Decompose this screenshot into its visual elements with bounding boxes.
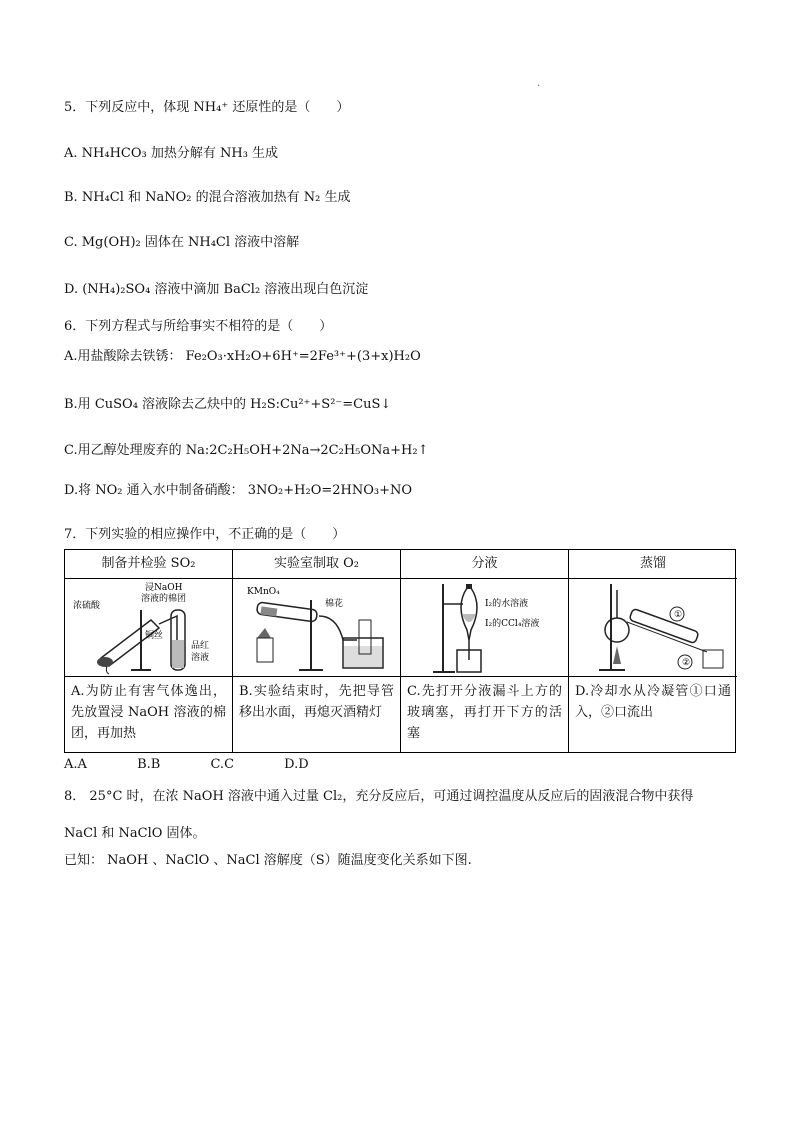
q7-option-a: A.A	[64, 757, 87, 772]
q7-options	[64, 757, 355, 772]
separatory-funnel-figure	[407, 580, 562, 676]
q7-option-b: B.B	[137, 757, 161, 772]
fig-label-cotton: 棉花	[325, 599, 344, 609]
q7-header-b: 实验室制取 O₂	[233, 550, 400, 579]
corner-mark: .	[537, 78, 541, 89]
q6-stem: 6．下列方程式与所给事实不相符的是（ ）	[64, 319, 333, 334]
q7-option-d: D.D	[284, 757, 309, 772]
q7-caption-b: B.实验结束时，先把导管移出水面，再熄灭酒精灯	[233, 676, 400, 754]
q7-header-c: 分液	[401, 550, 568, 579]
q8-stem: 8． 25°C 时，在浓 NaOH 溶液中通入过量 Cl₂，充分反应后，可通过调控温度从反应后的固液混合物中获得	[64, 789, 694, 804]
fig-label-i2-aqueous: I₂的水溶液	[485, 599, 529, 609]
q6-option-a: A.用盐酸除去铁锈： Fe₂O₃·xH₂O+6H⁺=2Fe³⁺+(3+x)H₂O	[64, 349, 421, 364]
q7-caption-c: C.先打开分液漏斗上方的玻璃塞，再打开下方的活塞	[401, 676, 568, 754]
q5-option-a: A. NH₄HCO₃ 加热分解有 NH₃ 生成	[64, 146, 279, 161]
distillation-figure	[575, 580, 731, 676]
q6-option-d: D.将 NO₂ 通入水中制备硝酸： 3NO₂+H₂O=2HNO₃+NO	[64, 483, 413, 498]
q6-option-c: C.用乙醇处理废弃的 Na:2C₂H₅OH+2Na→2C₂H₅ONa+H₂↑	[64, 443, 429, 458]
fig-label-port-1: ①	[674, 610, 683, 620]
fig-label-conc-sulfuric-acid: 浓硫酸	[73, 601, 101, 611]
fig-label-magenta: 品红	[191, 641, 210, 651]
q7-col-d	[569, 550, 737, 752]
fig-label-copper-wire: 铜丝	[145, 631, 164, 641]
q5-option-b: B. NH₄Cl 和 NaNO₂ 的混合溶液加热有 N₂ 生成	[64, 190, 351, 205]
q5-stem: 5．下列反应中，体现 NH₄⁺ 还原性的是（ ）	[64, 100, 350, 115]
q7-col-b	[233, 550, 401, 752]
q7-option-c: C.C	[210, 757, 235, 772]
fig-label-naoh-soaked: 浸NaOH	[145, 583, 183, 593]
fig-label-cotton-ball: 溶液的棉团	[141, 594, 187, 604]
fig-label-port-2: ②	[682, 658, 691, 668]
q7-header-d: 蒸馏	[569, 550, 737, 579]
q7-stem: 7．下列实验的相应操作中，不正确的是（ ）	[64, 527, 346, 542]
so2-apparatus-figure	[71, 580, 226, 676]
q8-stem-cont: NaCl 和 NaClO 固体。	[64, 826, 206, 841]
fig-label-i2-ccl4: I₂的CCl₄溶液	[485, 619, 540, 629]
q7-caption-a: A.为防止有害气体逸出，先放置浸 NaOH 溶液的棉团，再加热	[65, 676, 232, 754]
q5-option-d: D. (NH₄)₂SO₄ 溶液中滴加 BaCl₂ 溶液出现白色沉淀	[64, 282, 369, 297]
q7-header-a: 制备并检验 SO₂	[65, 550, 232, 579]
fig-label-kmno4: KMnO₄	[247, 587, 280, 597]
q6-option-b: B.用 CuSO₄ 溶液除去乙炔中的 H₂S:Cu²⁺+S²⁻=CuS↓	[64, 397, 392, 412]
q8-known: 已知： NaOH 、NaClO 、NaCl 溶解度（S）随温度变化关系如下图.	[64, 853, 472, 868]
q7-col-c	[401, 550, 569, 752]
q7-table	[64, 549, 736, 753]
q5-option-c: C. Mg(OH)₂ 固体在 NH₄Cl 溶液中溶解	[64, 235, 300, 250]
o2-apparatus-figure	[239, 580, 394, 676]
q7-col-a	[65, 550, 233, 752]
q7-caption-d: D.冷却水从冷凝管①口通入，②口流出	[569, 676, 737, 754]
fig-label-solution: 溶液	[191, 653, 210, 663]
